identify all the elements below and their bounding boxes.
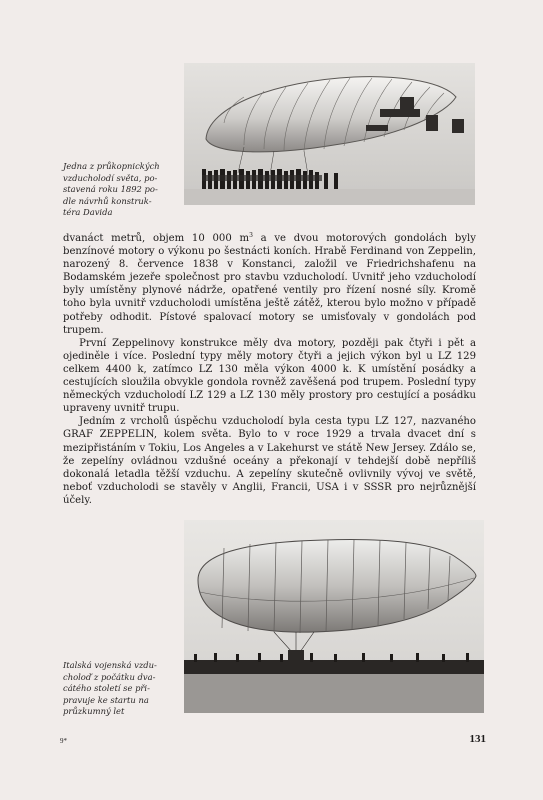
caption-line: Jedna z průkopnických xyxy=(63,161,160,171)
top-photo-caption xyxy=(63,161,181,219)
superscript-3: 3 xyxy=(249,232,253,239)
paragraph-3: Jedním z vrcholů úspěchu vzducholodí byla cesta typu LZ 127, nazvaného GRAF ZEPPELIN, kolem světa. Bylo to v roce 1929 a trvala dvacet dní s mezipřistáním v Tokiu, Los Angeles a v Lakehurst ve státě New Jersey. Zdálo se, že zepelíny ovládnou vzdušné oceány a překonají v tehdejší době nepříliš dokonalá letadla těžší vzduchu. A zepelíny skutečně ovlivnily vývoj ve světě, neboť vzducholodi se stavěly v Anglii, Francii, USA i v SSSR pro nejrůznější účely. xyxy=(63,416,476,506)
paragraph-2: První Zeppelinovy konstrukce měly dva motory, později pak čtyři i pět a ojediněle i více. Poslední typy měly motory čtyři a jejich výkon byl u LZ 129 celkem 4400 k, zatímco LZ 130 měla výkon 4000 k. K umístění posádky a cestujících sloužila obvykle gondola rovněž zavěšená pod trupem. Poslední typy německých vzducholodí LZ 129 a LZ 130 měly prostory pro cestující a posádku upraveny uvnitř trupu. xyxy=(63,337,476,415)
caption-line: dle návrhů konstruk- xyxy=(63,195,152,206)
body-text xyxy=(63,232,476,507)
paragraph-1-start: dvanáct metrů, objem 10 000 m xyxy=(63,233,250,244)
caption-line: stavená roku 1892 po- xyxy=(63,184,158,195)
caption-line: pravuje ke startu na xyxy=(63,694,149,705)
military-airship-photo xyxy=(184,520,484,713)
bottom-photo-caption xyxy=(63,660,179,718)
military-airship-illustration xyxy=(184,520,484,713)
caption-line: cátého století se při- xyxy=(63,683,150,694)
caption-line: choloď z počátku dva- xyxy=(63,671,156,682)
printer-signature-mark: 9* xyxy=(60,737,67,745)
early-airship-photo xyxy=(184,63,475,205)
caption-line: průzkumný let xyxy=(63,706,125,717)
paragraph-1-rest: a ve dvou motorových gondolách byly benzínové motory o výkonu po šestnácti koních. Hrabě Ferdinand von Zeppelin, narozený 8. července 1838 v Konstanci, založil ve Friedrichshafenu na Bodamském jezeře společnost pro stavbu vzducholodí. Uvnitř jeho vzducholodí byly umístěny plynové nádrže, opatřené ventily pro řízení nosné síly. Kromě toho byla uvnitř vzducholodi umístěna ještě zátěž, kterou bylo možno v případě potřeby odhodit. Pístové spalovací motory se umisťovaly v gondolách pod trupem. xyxy=(63,233,476,336)
page-number: 131 xyxy=(469,733,486,745)
caption-line: Italská vojenská vzdu- xyxy=(63,660,157,670)
early-airship-illustration xyxy=(184,63,475,205)
paragraph-1 xyxy=(63,232,476,337)
caption-line: téra Davida xyxy=(63,207,113,218)
caption-line: vzducholodí světa, po- xyxy=(63,172,158,183)
